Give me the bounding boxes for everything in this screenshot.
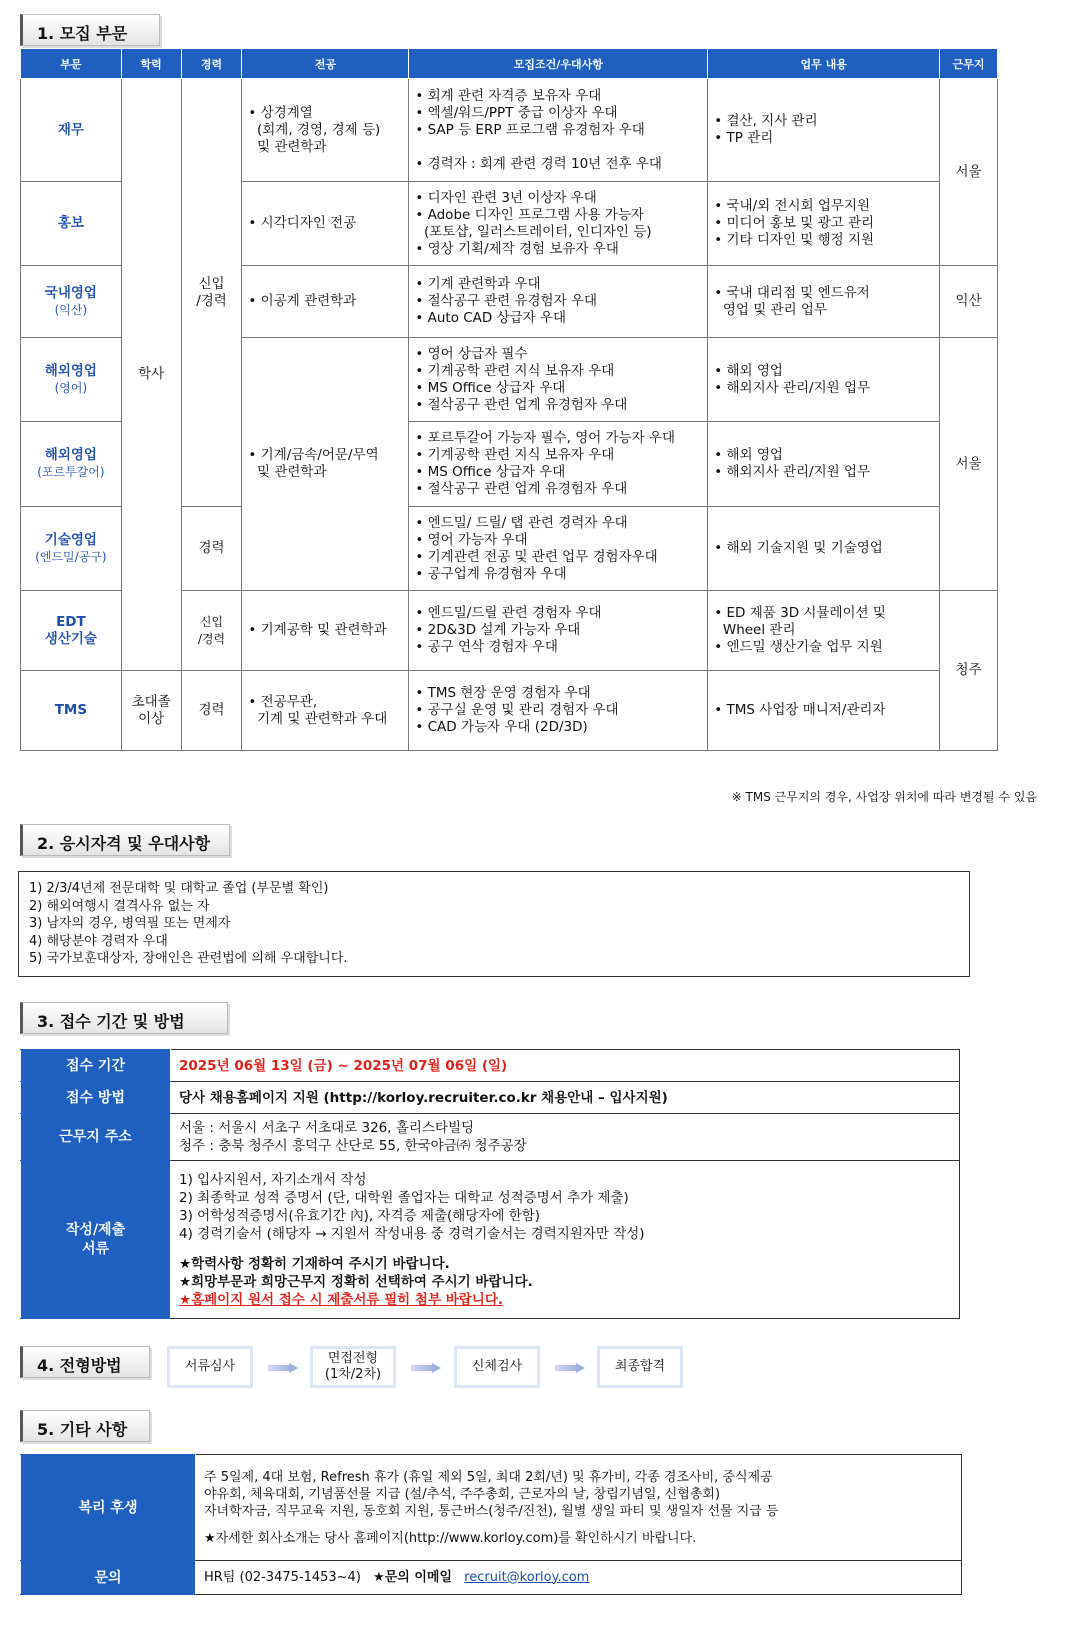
duty-line: • 국내 대리점 및 엔드유저 (714, 284, 870, 301)
loc-cell: 서울 (940, 338, 998, 591)
req-line: • 공구업계 유경험자 우대 (415, 565, 567, 582)
loc-cell: 서울 (940, 79, 998, 266)
duty-line: • 미디어 홍보 및 광고 관리 (714, 215, 875, 231)
method-label: 접수 방법 (21, 1082, 171, 1114)
duty-line: • TP 관리 (714, 130, 774, 146)
req-line: • 포르투갈어 가능자 필수, 영어 가능자 우대 (415, 430, 676, 446)
req-cell (409, 591, 708, 671)
qualification-box (18, 871, 970, 977)
dept-name: 해외영업 (44, 362, 97, 379)
req-line: • 2D&3D 설계 가능자 우대 (415, 622, 581, 638)
dept-sub: (엔드밀/공구) (35, 549, 107, 564)
req-line: • 엔드밀/ 드릴/ 탭 관련 경력자 우대 (415, 514, 628, 531)
dept-name-2: 생산기술 (44, 630, 97, 647)
list-item: 1) 2/3/4년제 전문대학 및 대학교 졸업 (부문별 확인) (29, 881, 329, 896)
loc-cell: 익산 (940, 266, 998, 338)
exp-cell: 경력 (181, 671, 242, 751)
list-item: 4) 해당분야 경력자 우대 (29, 933, 168, 949)
welfare-line: 주 5일제, 4대 보험, Refresh 휴가 (휴일 제외 5일, 최대 2회/년) 및 휴가비, 각종 경조사비, 중식제공 (204, 1469, 773, 1485)
req-line: • MS Office 상급자 우대 (415, 464, 566, 480)
duty-line: 영업 및 관리 업무 (714, 301, 828, 318)
duty-line: Wheel 관리 (714, 622, 796, 638)
req-cell (409, 507, 708, 591)
major-cell (242, 79, 409, 182)
major-cell (242, 338, 409, 591)
arrow-icon (555, 1363, 585, 1373)
period-label: 접수 기간 (21, 1050, 171, 1082)
duty-line: • 해외 기술지원 및 기술영업 (714, 540, 883, 556)
duty-cell (708, 671, 940, 751)
req-line: • 기계관련 전공 및 관련 업무 경험자우대 (415, 548, 658, 565)
contact-label: 문의 (21, 1561, 196, 1595)
list-item: 3) 남자의 경우, 병역필 또는 면제자 (29, 916, 231, 931)
req-line: (포토샵, 일러스트레이터, 인디자인 등) (415, 223, 652, 240)
req-line (415, 139, 701, 156)
major-line: • 전공무관, (248, 693, 318, 710)
req-line: • 영상 기획/제작 경험 보유자 우대 (415, 240, 619, 257)
req-cell (409, 422, 708, 507)
doc-line: 1) 입사지원서, 자기소개서 작성 (179, 1171, 367, 1188)
duty-line: • 엔드밀 생산기술 업무 지원 (714, 639, 883, 655)
list-item: 5) 국가보훈대상자, 장애인은 관련법에 의해 우대합니다. (29, 951, 348, 966)
tms-note: ※ TMS 근무지의 경우, 사업장 위치에 따라 변경될 수 있음 (731, 790, 1037, 804)
doc-line: 4) 경력기술서 (해당자 → 지원서 작성내용 중 경력기술서는 경력지원자만 작성) (179, 1225, 645, 1242)
duty-line: • 해외지사 관리/지원 업무 (714, 379, 871, 396)
major-line: • 기계공학 및 관련학과 (248, 622, 387, 638)
exp-cell: 신입 /경력 (181, 591, 242, 671)
duty-cell (708, 79, 940, 182)
docs-label: 작성/제출 서류 (21, 1161, 171, 1319)
major-line: 및 관련학과 (248, 464, 327, 480)
notice-line: ★희망부문과 희망근무지 정확히 선택하여 주시기 바랍니다. (179, 1273, 533, 1290)
dept-name: TMS (54, 702, 88, 718)
req-line: • SAP 등 ERP 프로그램 유경험자 우대 (415, 121, 645, 138)
recruit-table (20, 48, 998, 751)
doc-line: 2) 최종학교 성적 증명서 (단, 대학원 졸업자는 대학교 성적증명서 추가 제출) (179, 1189, 629, 1206)
duty-line: • 기타 디자인 및 행정 지원 (714, 232, 875, 248)
duty-cell (708, 182, 940, 266)
section-title-1: 1. 모집 부문 (20, 14, 160, 46)
notice-line-red: ★홈페이지 원서 접수 시 제출서류 필히 첨부 바랍니다. (179, 1291, 503, 1308)
major-cell (242, 266, 409, 338)
req-line: • 디자인 관련 3년 이상자 우대 (415, 189, 597, 206)
header-edu: 학력 (121, 49, 181, 79)
doc-line: 3) 어학성적증명서(유효기간 內), 자격증 제출(해당자에 한함) (179, 1207, 541, 1224)
req-cell (409, 79, 708, 182)
req-cell (409, 182, 708, 266)
contact-value (196, 1561, 962, 1595)
duty-line: • 국내/외 전시회 업무지원 (714, 198, 871, 214)
address-value (171, 1114, 960, 1161)
welfare-line: 자녀학자금, 직무교육 지원, 동호회 지원, 통근버스(청주/진천), 월별 생일 파티 및 생일자 선물 지급 등 (204, 1503, 779, 1519)
exp-cell: 신입 /경력 (181, 79, 242, 507)
section-title-5: 5. 기타 사항 (20, 1410, 150, 1442)
edu-cell: 초대졸 이상 (121, 671, 181, 751)
req-cell (409, 671, 708, 751)
dept-cell (21, 671, 122, 751)
dept-name: 홍보 (57, 215, 84, 231)
table-row (21, 1455, 962, 1561)
req-cell (409, 266, 708, 338)
req-line: • 절삭공구 관련 업계 유경험자 우대 (415, 396, 628, 413)
duty-cell (708, 591, 940, 671)
major-line: • 이공계 관련학과 (248, 293, 357, 309)
req-line: • 공구실 운영 및 관리 경험자 우대 (415, 702, 619, 718)
major-cell (242, 182, 409, 266)
req-line: • 기계공학 관련 지식 보유자 우대 (415, 447, 615, 463)
duty-line: • 결산, 지사 관리 (714, 113, 818, 129)
req-line: • Auto CAD 상급자 우대 (415, 310, 567, 326)
exp-cell: 경력 (181, 507, 242, 591)
step-final: 최종합격 (597, 1346, 683, 1388)
dept-cell (21, 422, 122, 507)
req-line: • 엑셀/워드/PPT 중급 이상자 우대 (415, 104, 618, 121)
header-exp: 경력 (181, 49, 242, 79)
duty-line: • 해외 영업 (714, 447, 783, 463)
duty-cell (708, 338, 940, 422)
etc-table (20, 1454, 962, 1595)
section-title-2: 2. 응시자격 및 우대사항 (20, 824, 230, 856)
duty-line: • 해외 영업 (714, 362, 783, 379)
address-line: 서울 : 서울시 서초구 서초대로 326, 홀리스타빌딩 (179, 1120, 475, 1136)
step-interview: 면접전형 (1차/2차) (310, 1346, 396, 1388)
req-line: • Adobe 디자인 프로그램 사용 가능자 (415, 206, 644, 223)
req-line: • MS Office 상급자 우대 (415, 379, 566, 396)
edu-cell: 학사 (121, 79, 181, 671)
header-major: 전공 (242, 49, 409, 79)
email-label: ★문의 이메일 (373, 1569, 453, 1585)
dept-name: 재무 (57, 121, 84, 138)
major-line: • 상경계열 (248, 104, 313, 121)
header-dept: 부문 (21, 49, 122, 79)
dept-cell (21, 338, 122, 422)
dept-cell (21, 266, 122, 338)
table-row (21, 79, 998, 182)
major-cell (242, 671, 409, 751)
header-req: 모집조건/우대사항 (409, 49, 708, 79)
dept-cell (21, 507, 122, 591)
contact-phone: HR팀 (02-3475-1453~4) (204, 1569, 361, 1585)
welfare-value (196, 1455, 962, 1561)
table-row (21, 1561, 962, 1595)
step-medical: 신체검사 (454, 1346, 540, 1388)
table-row (21, 1114, 960, 1161)
list-item: 2) 해외여행시 결격사유 없는 자 (29, 898, 210, 914)
welfare-line: 야유회, 체육대회, 기념품선물 지급 (설/추석, 주주총회, 근로자의 날, 창립기념일, 신협총회) (204, 1486, 721, 1502)
dept-name: 국내영업 (44, 284, 97, 301)
arrow-icon (268, 1363, 298, 1373)
dept-sub: (영어) (54, 380, 88, 395)
address-line: 청주 : 충북 청주시 흥덕구 산단로 55, 한국야금㈜ 청주공장 (179, 1138, 527, 1154)
duty-cell (708, 266, 940, 338)
loc-cell: 청주 (940, 591, 998, 751)
header-loc: 근무지 (940, 49, 998, 79)
application-table (20, 1049, 960, 1319)
table-row (21, 1082, 960, 1114)
welfare-label: 복리 후생 (21, 1455, 196, 1561)
table-row (21, 1161, 960, 1319)
dept-sub: (익산) (54, 302, 88, 317)
duty-line: • 해외지사 관리/지원 업무 (714, 464, 871, 480)
req-line: • 공구 연삭 경험자 우대 (415, 639, 558, 655)
welfare-note: ★자세한 회사소개는 당사 홈페이지(http://www.korloy.com)를 확인하시기 바랍니다. (204, 1530, 697, 1546)
req-line: • 절삭공구 관련 유경험자 우대 (415, 293, 597, 309)
major-line: • 기계/금속/어문/무역 (248, 447, 379, 463)
section-title-3: 3. 접수 기간 및 방법 (20, 1002, 228, 1034)
duty-line: • ED 제품 3D 시뮬레이션 및 (714, 605, 886, 621)
dept-sub: (포르투갈어) (37, 465, 105, 479)
req-line: • 기계 관련학과 우대 (415, 276, 541, 292)
dept-cell (21, 79, 122, 182)
req-line: • 엔드밀/드릴 관련 경험자 우대 (415, 605, 602, 621)
dept-name: 해외영업 (44, 447, 97, 463)
duty-line: • TMS 사업장 매니저/관리자 (714, 702, 886, 718)
dept-cell (21, 182, 122, 266)
notice-line: ★학력사항 정확히 기재하여 주시기 바랍니다. (179, 1255, 450, 1272)
table-header (21, 49, 998, 79)
req-line: • CAD 가능자 우대 (2D/3D) (415, 719, 588, 735)
req-line: • 회계 관련 자격증 보유자 우대 (415, 87, 602, 104)
major-line: (회계, 경영, 경제 등) (248, 121, 381, 138)
header-duty: 업무 내용 (708, 49, 940, 79)
period-value: 2025년 06월 13일 (금) ~ 2025년 07월 06일 (일) (171, 1050, 960, 1082)
req-line: • 기계공학 관련 지식 보유자 우대 (415, 362, 615, 379)
req-line: • 경력자 : 회계 관련 경력 10년 전후 우대 (415, 155, 662, 172)
dept-name: 기술영업 (44, 531, 97, 548)
address-label: 근무지 주소 (21, 1114, 171, 1161)
method-value: 당사 채용홈페이지 지원 (http://korloy.recruiter.co.kr 채용안내 – 입사지원) (171, 1082, 960, 1114)
req-line: • 영어 상급자 필수 (415, 345, 528, 362)
req-line: • 절삭공구 관련 업계 유경험자 우대 (415, 481, 628, 497)
req-line: • TMS 현장 운영 경험자 우대 (415, 685, 591, 701)
dept-cell (21, 591, 122, 671)
section-title-4: 4. 전형방법 (20, 1346, 150, 1378)
dept-name: EDT (56, 613, 86, 630)
table-row (21, 671, 998, 751)
major-cell (242, 591, 409, 671)
arrow-icon (411, 1363, 441, 1373)
step-document: 서류심사 (167, 1346, 253, 1388)
duty-cell (708, 422, 940, 507)
duty-cell (708, 507, 940, 591)
table-row (21, 1050, 960, 1082)
docs-value (171, 1161, 960, 1319)
req-line: • 영어 가능자 우대 (415, 531, 528, 548)
req-cell (409, 338, 708, 422)
major-line: • 시각디자인 전공 (248, 215, 357, 231)
major-line: 및 관련학과 (248, 138, 327, 155)
major-line: 기계 및 관련학과 우대 (248, 710, 388, 727)
email-link[interactable]: recruit@korloy.com (464, 1569, 590, 1585)
